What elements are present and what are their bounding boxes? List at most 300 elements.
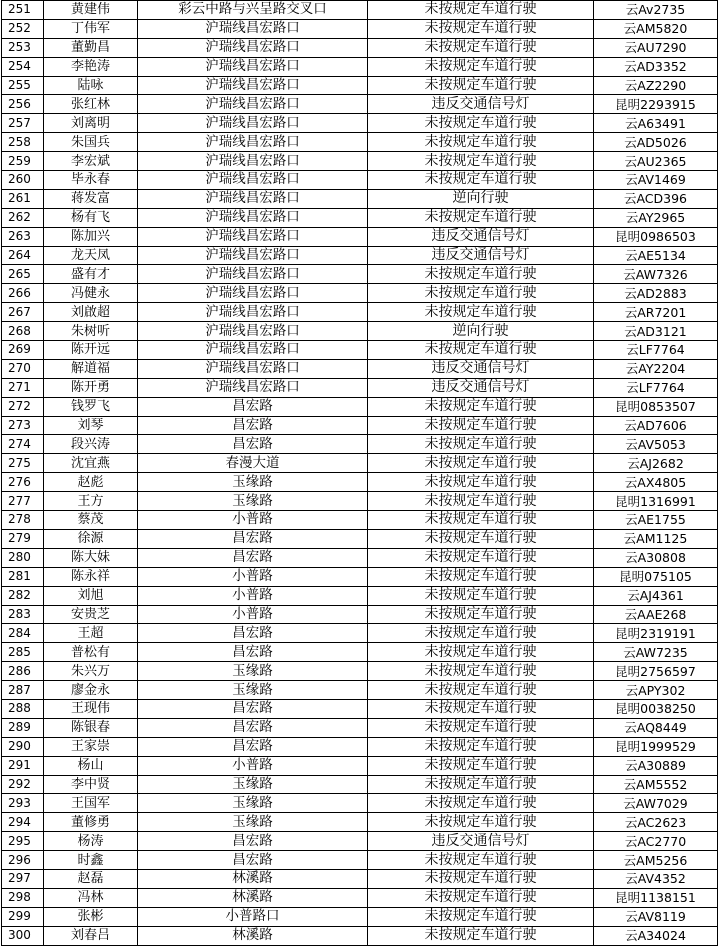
violation-type-cell: 未按规定车道行驶 (368, 586, 594, 605)
license-plate-cell: 昆明1138151 (594, 888, 718, 907)
table-row (2, 605, 718, 624)
record-number-cell: 255 (2, 76, 44, 95)
driver-name-cell: 董修勇 (44, 813, 138, 832)
table-row (2, 152, 718, 171)
driver-name-cell: 沈宜燕 (44, 454, 138, 473)
driver-name-cell: 杨有飞 (44, 208, 138, 227)
record-number-cell: 257 (2, 114, 44, 133)
driver-name-cell: 杨涛 (44, 832, 138, 851)
license-plate-cell: 云AW7326 (594, 265, 718, 284)
violation-type-cell: 未按规定车道行驶 (368, 171, 594, 190)
violation-location-cell: 玉缘路 (138, 775, 368, 794)
driver-name-cell: 毕永春 (44, 171, 138, 190)
violation-location-cell: 小普路口 (138, 907, 368, 926)
violation-type-cell: 未按规定车道行驶 (368, 643, 594, 662)
license-plate-cell: 昆明075105 (594, 567, 718, 586)
violation-type-cell: 未按规定车道行驶 (368, 114, 594, 133)
license-plate-cell: 昆明2293915 (594, 95, 718, 114)
table-row (2, 322, 718, 341)
license-plate-cell: 云A63491 (594, 114, 718, 133)
driver-name-cell: 蔡茂 (44, 511, 138, 530)
table-row (2, 567, 718, 586)
driver-name-cell: 安贵芝 (44, 605, 138, 624)
violation-type-cell: 未按规定车道行驶 (368, 813, 594, 832)
record-number-cell: 277 (2, 492, 44, 511)
record-number-cell: 288 (2, 699, 44, 718)
violation-location-cell: 沪瑞线昌宏路口 (138, 57, 368, 76)
record-number-cell: 294 (2, 813, 44, 832)
license-plate-cell: 云AV8119 (594, 907, 718, 926)
license-plate-cell: 云AE1755 (594, 511, 718, 530)
violation-type-cell: 未按规定车道行驶 (368, 492, 594, 511)
table-row (2, 586, 718, 605)
record-number-cell: 298 (2, 888, 44, 907)
violation-type-cell: 未按规定车道行驶 (368, 737, 594, 756)
violation-location-cell: 沪瑞线昌宏路口 (138, 189, 368, 208)
violation-location-cell: 沪瑞线昌宏路口 (138, 359, 368, 378)
violation-type-cell: 未按规定车道行驶 (368, 718, 594, 737)
driver-name-cell: 朱国兵 (44, 133, 138, 152)
license-plate-cell: 云AJ2682 (594, 454, 718, 473)
table-row (2, 189, 718, 208)
record-number-cell: 300 (2, 926, 44, 945)
violation-location-cell: 昌宏路 (138, 529, 368, 548)
license-plate-cell: 云A30808 (594, 548, 718, 567)
record-number-cell: 263 (2, 227, 44, 246)
license-plate-cell: 云A30889 (594, 756, 718, 775)
violation-type-cell: 逆向行驶 (368, 322, 594, 341)
violation-table (1, 0, 718, 946)
driver-name-cell: 冯林 (44, 888, 138, 907)
violation-type-cell: 未按规定车道行驶 (368, 907, 594, 926)
violation-type-cell: 未按规定车道行驶 (368, 38, 594, 57)
record-number-cell: 262 (2, 208, 44, 227)
violation-location-cell: 玉缘路 (138, 813, 368, 832)
driver-name-cell: 张彬 (44, 907, 138, 926)
violation-location-cell: 林溪路 (138, 869, 368, 888)
driver-name-cell: 时鑫 (44, 851, 138, 870)
driver-name-cell: 陆咏 (44, 76, 138, 95)
driver-name-cell: 李宏斌 (44, 152, 138, 171)
license-plate-cell: 云AD2883 (594, 284, 718, 303)
violation-type-cell: 未按规定车道行驶 (368, 869, 594, 888)
record-number-cell: 251 (2, 1, 44, 20)
violation-location-cell: 昌宏路 (138, 397, 368, 416)
violation-type-cell: 未按规定车道行驶 (368, 548, 594, 567)
license-plate-cell: 云APY302 (594, 681, 718, 700)
violation-type-cell: 未按规定车道行驶 (368, 624, 594, 643)
table-row (2, 284, 718, 303)
violation-type-cell: 未按规定车道行驶 (368, 605, 594, 624)
license-plate-cell: 云AE5134 (594, 246, 718, 265)
table-row (2, 492, 718, 511)
table-row (2, 397, 718, 416)
driver-name-cell: 解道福 (44, 359, 138, 378)
driver-name-cell: 王现伟 (44, 699, 138, 718)
violation-type-cell: 未按规定车道行驶 (368, 473, 594, 492)
violation-location-cell: 小普路 (138, 567, 368, 586)
violation-type-cell: 未按规定车道行驶 (368, 1, 594, 20)
license-plate-cell: 云AD5026 (594, 133, 718, 152)
license-plate-cell: 云AY2965 (594, 208, 718, 227)
record-number-cell: 268 (2, 322, 44, 341)
violation-location-cell: 沪瑞线昌宏路口 (138, 265, 368, 284)
license-plate-cell: 云AX4805 (594, 473, 718, 492)
violation-table-body (2, 1, 718, 946)
table-row (2, 95, 718, 114)
record-number-cell: 258 (2, 133, 44, 152)
violation-type-cell: 未按规定车道行驶 (368, 926, 594, 945)
violation-location-cell: 沪瑞线昌宏路口 (138, 76, 368, 95)
violation-location-cell: 沪瑞线昌宏路口 (138, 171, 368, 190)
license-plate-cell: 云LF7764 (594, 378, 718, 397)
driver-name-cell: 陈加兴 (44, 227, 138, 246)
license-plate-cell: 昆明2319191 (594, 624, 718, 643)
driver-name-cell: 朱树听 (44, 322, 138, 341)
violation-type-cell: 未按规定车道行驶 (368, 133, 594, 152)
license-plate-cell: 昆明0986503 (594, 227, 718, 246)
table-row (2, 208, 718, 227)
violation-type-cell: 违反交通信号灯 (368, 832, 594, 851)
record-number-cell: 254 (2, 57, 44, 76)
record-number-cell: 282 (2, 586, 44, 605)
driver-name-cell: 段兴涛 (44, 435, 138, 454)
violation-type-cell: 违反交通信号灯 (368, 227, 594, 246)
driver-name-cell: 赵磊 (44, 869, 138, 888)
table-row (2, 794, 718, 813)
violation-type-cell: 违反交通信号灯 (368, 95, 594, 114)
record-number-cell: 264 (2, 246, 44, 265)
violation-location-cell: 沪瑞线昌宏路口 (138, 133, 368, 152)
license-plate-cell: 云LF7764 (594, 341, 718, 360)
violation-location-cell: 昌宏路 (138, 832, 368, 851)
record-number-cell: 293 (2, 794, 44, 813)
driver-name-cell: 李艳涛 (44, 57, 138, 76)
violation-type-cell: 未按规定车道行驶 (368, 775, 594, 794)
record-number-cell: 280 (2, 548, 44, 567)
violation-location-cell: 昌宏路 (138, 643, 368, 662)
driver-name-cell: 冯健永 (44, 284, 138, 303)
license-plate-cell: 云Av2735 (594, 1, 718, 20)
violation-type-cell: 未按规定车道行驶 (368, 397, 594, 416)
record-number-cell: 289 (2, 718, 44, 737)
driver-name-cell: 刘琴 (44, 416, 138, 435)
driver-name-cell: 张红林 (44, 95, 138, 114)
violation-location-cell: 沪瑞线昌宏路口 (138, 208, 368, 227)
driver-name-cell: 蒋发富 (44, 189, 138, 208)
driver-name-cell: 陈大妹 (44, 548, 138, 567)
driver-name-cell: 赵彪 (44, 473, 138, 492)
driver-name-cell: 刘春吕 (44, 926, 138, 945)
record-number-cell: 270 (2, 359, 44, 378)
violation-type-cell: 未按规定车道行驶 (368, 794, 594, 813)
license-plate-cell: 云AV1469 (594, 171, 718, 190)
record-number-cell: 296 (2, 851, 44, 870)
license-plate-cell: 云AD3121 (594, 322, 718, 341)
license-plate-cell: 云AM5256 (594, 851, 718, 870)
record-number-cell: 275 (2, 454, 44, 473)
driver-name-cell: 廖金永 (44, 681, 138, 700)
license-plate-cell: 云AR7201 (594, 303, 718, 322)
driver-name-cell: 黄建伟 (44, 1, 138, 20)
violation-location-cell: 昌宏路 (138, 548, 368, 567)
table-row (2, 378, 718, 397)
violation-location-cell: 昌宏路 (138, 699, 368, 718)
violation-location-cell: 沪瑞线昌宏路口 (138, 95, 368, 114)
license-plate-cell: 云AV4352 (594, 869, 718, 888)
violation-location-cell: 昌宏路 (138, 435, 368, 454)
driver-name-cell: 普松有 (44, 643, 138, 662)
violation-type-cell: 未按规定车道行驶 (368, 208, 594, 227)
violation-location-cell: 小普路 (138, 605, 368, 624)
table-row (2, 907, 718, 926)
violation-location-cell: 林溪路 (138, 926, 368, 945)
license-plate-cell: 云AY2204 (594, 359, 718, 378)
violation-location-cell: 沪瑞线昌宏路口 (138, 378, 368, 397)
table-row (2, 416, 718, 435)
driver-name-cell: 杨山 (44, 756, 138, 775)
license-plate-cell: 云AJ4361 (594, 586, 718, 605)
violation-location-cell: 沪瑞线昌宏路口 (138, 322, 368, 341)
driver-name-cell: 盛有才 (44, 265, 138, 284)
driver-name-cell: 王家崇 (44, 737, 138, 756)
driver-name-cell: 李中贤 (44, 775, 138, 794)
violation-type-cell: 未按规定车道行驶 (368, 416, 594, 435)
table-row (2, 624, 718, 643)
violation-location-cell: 沪瑞线昌宏路口 (138, 246, 368, 265)
driver-name-cell: 董勤昌 (44, 38, 138, 57)
violation-type-cell: 未按规定车道行驶 (368, 152, 594, 171)
record-number-cell: 284 (2, 624, 44, 643)
table-row (2, 548, 718, 567)
record-number-cell: 279 (2, 529, 44, 548)
license-plate-cell: 云AD7606 (594, 416, 718, 435)
table-row (2, 171, 718, 190)
violation-type-cell: 未按规定车道行驶 (368, 888, 594, 907)
record-number-cell: 259 (2, 152, 44, 171)
violation-location-cell: 沪瑞线昌宏路口 (138, 227, 368, 246)
table-row (2, 529, 718, 548)
license-plate-cell: 云AZ2290 (594, 76, 718, 95)
violation-location-cell: 春漫大道 (138, 454, 368, 473)
table-row (2, 57, 718, 76)
license-plate-cell: 云A34024 (594, 926, 718, 945)
record-number-cell: 276 (2, 473, 44, 492)
table-row (2, 114, 718, 133)
violation-type-cell: 未按规定车道行驶 (368, 567, 594, 586)
license-plate-cell: 云AW7235 (594, 643, 718, 662)
violation-location-cell: 彩云中路与兴呈路交叉口 (138, 1, 368, 20)
violation-type-cell: 未按规定车道行驶 (368, 284, 594, 303)
record-number-cell: 256 (2, 95, 44, 114)
violation-location-cell: 小普路 (138, 586, 368, 605)
violation-location-cell: 沪瑞线昌宏路口 (138, 341, 368, 360)
license-plate-cell: 云AU7290 (594, 38, 718, 57)
violation-type-cell: 未按规定车道行驶 (368, 529, 594, 548)
license-plate-cell: 云AM5552 (594, 775, 718, 794)
record-number-cell: 278 (2, 511, 44, 530)
table-row (2, 227, 718, 246)
violation-type-cell: 未按规定车道行驶 (368, 76, 594, 95)
violation-type-cell: 违反交通信号灯 (368, 246, 594, 265)
violation-type-cell: 违反交通信号灯 (368, 378, 594, 397)
table-row (2, 19, 718, 38)
license-plate-cell: 云AC2623 (594, 813, 718, 832)
driver-name-cell: 刘啟超 (44, 303, 138, 322)
driver-name-cell: 刘旭 (44, 586, 138, 605)
violation-type-cell: 未按规定车道行驶 (368, 681, 594, 700)
driver-name-cell: 钱罗飞 (44, 397, 138, 416)
license-plate-cell: 云AM1125 (594, 529, 718, 548)
violation-location-cell: 小普路 (138, 511, 368, 530)
violation-type-cell: 未按规定车道行驶 (368, 19, 594, 38)
violation-location-cell: 沪瑞线昌宏路口 (138, 114, 368, 133)
record-number-cell: 283 (2, 605, 44, 624)
license-plate-cell: 云AD3352 (594, 57, 718, 76)
violation-location-cell: 玉缘路 (138, 473, 368, 492)
table-row (2, 888, 718, 907)
driver-name-cell: 陈银春 (44, 718, 138, 737)
record-number-cell: 292 (2, 775, 44, 794)
driver-name-cell: 丁伟军 (44, 19, 138, 38)
license-plate-cell: 云AQ8449 (594, 718, 718, 737)
violation-type-cell: 未按规定车道行驶 (368, 756, 594, 775)
driver-name-cell: 陈开远 (44, 341, 138, 360)
table-row (2, 454, 718, 473)
table-row (2, 775, 718, 794)
driver-name-cell: 陈开勇 (44, 378, 138, 397)
violation-type-cell: 未按规定车道行驶 (368, 303, 594, 322)
violation-location-cell: 昌宏路 (138, 737, 368, 756)
violation-location-cell: 玉缘路 (138, 794, 368, 813)
driver-name-cell: 王超 (44, 624, 138, 643)
record-number-cell: 261 (2, 189, 44, 208)
table-row (2, 681, 718, 700)
table-row (2, 926, 718, 945)
driver-name-cell: 龙天凤 (44, 246, 138, 265)
license-plate-cell: 云ACD396 (594, 189, 718, 208)
table-row (2, 851, 718, 870)
table-row (2, 341, 718, 360)
license-plate-cell: 云AW7029 (594, 794, 718, 813)
record-number-cell: 267 (2, 303, 44, 322)
table-row (2, 246, 718, 265)
violation-location-cell: 昌宏路 (138, 851, 368, 870)
record-number-cell: 266 (2, 284, 44, 303)
violation-location-cell: 玉缘路 (138, 662, 368, 681)
table-row (2, 737, 718, 756)
record-number-cell: 271 (2, 378, 44, 397)
record-number-cell: 290 (2, 737, 44, 756)
record-number-cell: 265 (2, 265, 44, 284)
record-number-cell: 291 (2, 756, 44, 775)
violation-location-cell: 玉缘路 (138, 681, 368, 700)
record-number-cell: 253 (2, 38, 44, 57)
license-plate-cell: 昆明1999529 (594, 737, 718, 756)
violation-type-cell: 未按规定车道行驶 (368, 454, 594, 473)
violation-location-cell: 小普路 (138, 756, 368, 775)
license-plate-cell: 云AAE268 (594, 605, 718, 624)
table-row (2, 699, 718, 718)
table-row (2, 473, 718, 492)
driver-name-cell: 陈永祥 (44, 567, 138, 586)
driver-name-cell: 王国军 (44, 794, 138, 813)
record-number-cell: 287 (2, 681, 44, 700)
record-number-cell: 286 (2, 662, 44, 681)
table-row (2, 643, 718, 662)
violation-location-cell: 沪瑞线昌宏路口 (138, 19, 368, 38)
violation-location-cell: 昌宏路 (138, 416, 368, 435)
record-number-cell: 295 (2, 832, 44, 851)
table-row (2, 718, 718, 737)
violation-type-cell: 未按规定车道行驶 (368, 265, 594, 284)
violation-type-cell: 逆向行驶 (368, 189, 594, 208)
violation-type-cell: 未按规定车道行驶 (368, 341, 594, 360)
table-row (2, 133, 718, 152)
license-plate-cell: 昆明2756597 (594, 662, 718, 681)
table-row (2, 832, 718, 851)
table-row (2, 38, 718, 57)
violation-location-cell: 林溪路 (138, 888, 368, 907)
violation-location-cell: 沪瑞线昌宏路口 (138, 152, 368, 171)
driver-name-cell: 徐源 (44, 529, 138, 548)
violation-type-cell: 未按规定车道行驶 (368, 435, 594, 454)
table-row (2, 265, 718, 284)
table-row (2, 869, 718, 888)
table-row (2, 1, 718, 20)
table-row (2, 435, 718, 454)
violation-location-cell: 沪瑞线昌宏路口 (138, 284, 368, 303)
violation-type-cell: 未按规定车道行驶 (368, 57, 594, 76)
violation-type-cell: 未按规定车道行驶 (368, 662, 594, 681)
record-number-cell: 273 (2, 416, 44, 435)
violation-type-cell: 违反交通信号灯 (368, 359, 594, 378)
license-plate-cell: 云AC2770 (594, 832, 718, 851)
license-plate-cell: 昆明0038250 (594, 699, 718, 718)
violation-location-cell: 玉缘路 (138, 492, 368, 511)
record-number-cell: 252 (2, 19, 44, 38)
license-plate-cell: 云AU2365 (594, 152, 718, 171)
violation-type-cell: 未按规定车道行驶 (368, 699, 594, 718)
record-number-cell: 272 (2, 397, 44, 416)
record-number-cell: 260 (2, 171, 44, 190)
violation-type-cell: 未按规定车道行驶 (368, 851, 594, 870)
driver-name-cell: 朱兴万 (44, 662, 138, 681)
record-number-cell: 297 (2, 869, 44, 888)
driver-name-cell: 王方 (44, 492, 138, 511)
table-row (2, 813, 718, 832)
license-plate-cell: 云AV5053 (594, 435, 718, 454)
violation-location-cell: 沪瑞线昌宏路口 (138, 38, 368, 57)
violation-location-cell: 沪瑞线昌宏路口 (138, 303, 368, 322)
record-number-cell: 274 (2, 435, 44, 454)
record-number-cell: 285 (2, 643, 44, 662)
record-number-cell: 269 (2, 341, 44, 360)
driver-name-cell: 刘离明 (44, 114, 138, 133)
table-row (2, 511, 718, 530)
table-row (2, 303, 718, 322)
license-plate-cell: 昆明1316991 (594, 492, 718, 511)
license-plate-cell: 昆明0853507 (594, 397, 718, 416)
record-number-cell: 299 (2, 907, 44, 926)
violation-location-cell: 昌宏路 (138, 624, 368, 643)
table-row (2, 662, 718, 681)
table-row (2, 76, 718, 95)
table-row (2, 359, 718, 378)
record-number-cell: 281 (2, 567, 44, 586)
table-row (2, 756, 718, 775)
license-plate-cell: 云AM5820 (594, 19, 718, 38)
